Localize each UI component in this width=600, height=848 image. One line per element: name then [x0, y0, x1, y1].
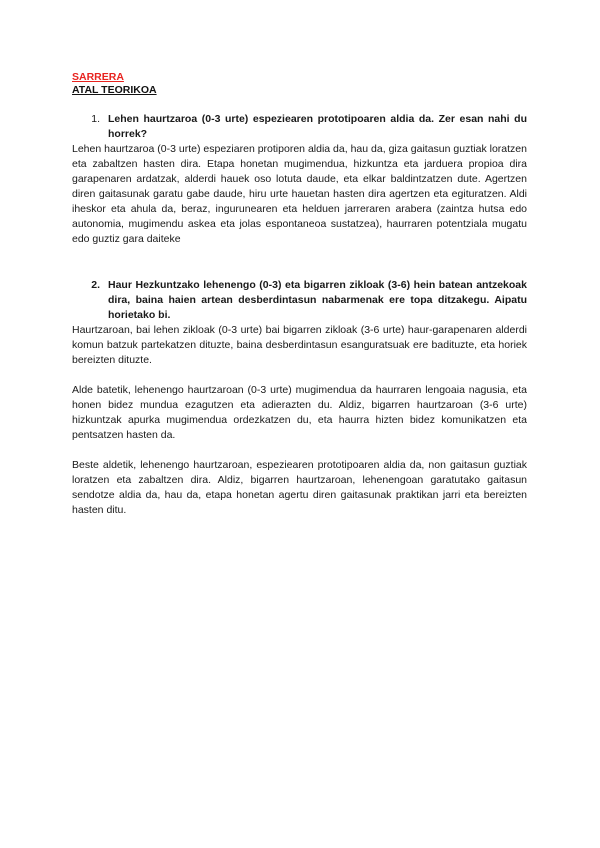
- spacer: [72, 443, 527, 458]
- answer-2-paragraph-1: Haurtzaroan, bai lehen zikloak (0-3 urte) bai bigarren zikloak (3-6 urte) haur-garapenaren alderdi komun batzuk partekatzen dituzte, baina desberdintasun esanguratsuak ere badituzte, eta horiek bereizten dituzte.: [72, 324, 527, 366]
- spacer: [72, 247, 527, 278]
- section-title: SARRERA: [72, 71, 124, 83]
- question-1-text: Lehen haurtzaroa (0-3 urte) espeziearen prototipoaren aldia da. Zer esan nahi du horrek?: [108, 113, 527, 140]
- document-body: [72, 71, 527, 518]
- answer-2-paragraph-2: Alde batetik, lehenengo haurtzaroan (0-3 urte) mugimendua da haurraren lengoaia nagusia, eta honen bidez mundua ezagutzen eta adierazten du. Aldiz, bigarren haurtzaroan (3-6 urte) hizkuntzak apurka mugimendua ordezkatzen du, eta haurra hizten bidez komunikatzen eta pentsatzen hasten da.: [72, 384, 527, 441]
- question-1-number: 1.: [91, 113, 100, 125]
- answer-2-paragraph-3: Beste aldetik, lehenengo haurtzaroan, espeziearen prototipoaren aldia da, non gaitasun guztiak loratzen eta zabaltzen dira. Aldiz, bigarren haurtzaroan, lehenengoan garatutako gaitasun sendotze aldia da, hau da, etapa honetan agertu diren gaitasunak praktikan jarri eta bereizten hasten ditu.: [72, 459, 527, 516]
- question-2-number: 2.: [91, 279, 100, 291]
- answer-1-paragraph-1: Lehen haurtzaroa (0-3 urte) espeziaren protiporen aldia da, hau da, giza gaitasun guztiak loratzen eta zabaltzen hasten dira. Etapa honetan mugimendua, hizkuntza eta jarduera propioa dira garapenaren ardatzak, alderdi hauek oso lotuta daude, eta elkar baldintzatzen dute. Agertzen diren gaitasunak garatu gabe daude, hiru urte hauetan hasten dira agertzen eta egituratzen. Aldi iheskor eta ahula da, beraz, ingurunearen eta helduen jarreraren arabera (zaintza hutsa edo autonomia, mugimendu askea eta jolas espontaneoa sustatzea), haurraren potentziala mugatu edo guztiz gara daiteke: [72, 143, 527, 245]
- question-1: [72, 112, 527, 142]
- question-2: [72, 278, 527, 323]
- subsection-title: ATAL TEORIKOA: [72, 84, 157, 96]
- question-2-text: Haur Hezkuntzako lehenengo (0-3) eta bigarren zikloak (3-6) hein batean antzekoak dira, baina haien artean desberdintasun nabarmenak ere topa ditzakegu. Aipatu horietako bi.: [108, 279, 527, 321]
- spacer: [72, 368, 527, 383]
